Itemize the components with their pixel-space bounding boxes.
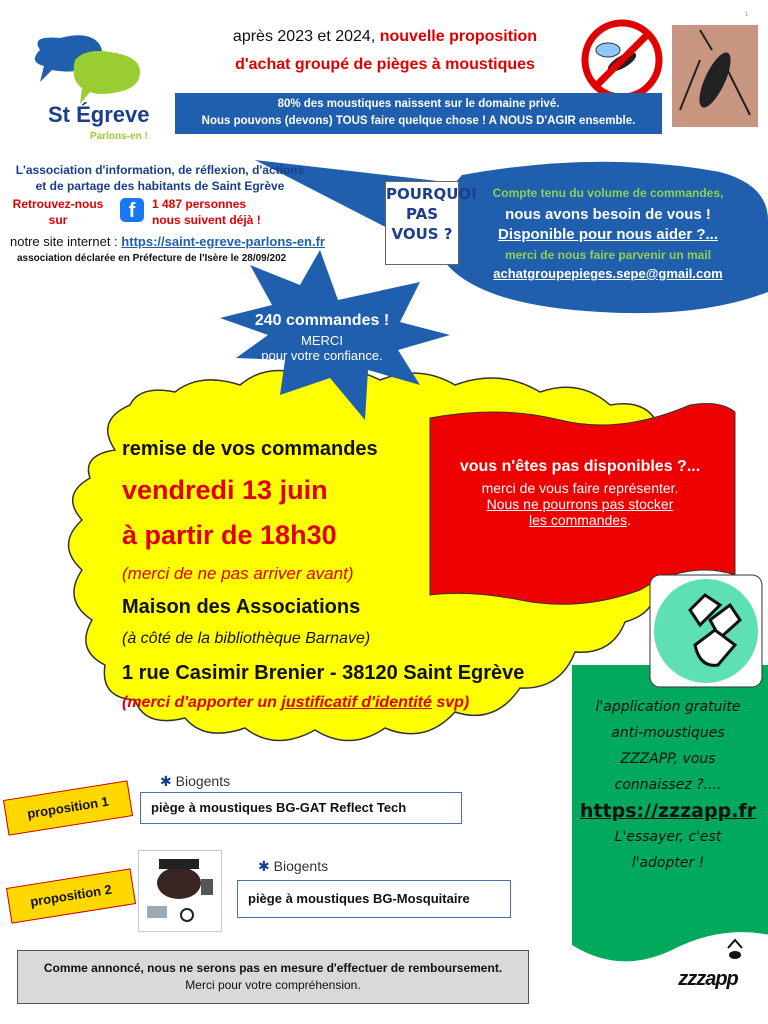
follow-label — [8, 196, 108, 228]
no-mosquito-sign — [585, 23, 659, 97]
cloud-line-4: (merci de ne pas arriver avant) — [122, 564, 354, 583]
zzzapp-line-4: connaissez ?.... — [614, 777, 722, 793]
cloud-id-prefix: (merci d'apporter un — [122, 694, 282, 711]
zzzapp-line-2: anti-moustiques — [611, 725, 725, 741]
zzzapp-mosquito-icon — [728, 940, 742, 959]
zzzapp-line-3: ZZZAPP, vous — [620, 751, 716, 767]
follow-label-1: Retrouvez-nous — [12, 197, 104, 211]
proposal-2-brand — [258, 858, 328, 875]
biogents-logo-icon: ✱ — [160, 773, 172, 789]
mosquito-photo — [672, 25, 758, 127]
followers-line-2: nous suivent déjà ! — [152, 213, 261, 227]
contact-email-link[interactable]: achatgroupepieges.sepe@gmail.com — [493, 266, 723, 281]
proposal-2-brand-text: Biogents — [273, 858, 329, 874]
website-label: notre site internet : — [10, 234, 118, 249]
cloud-id-note — [122, 694, 469, 712]
pourquoi-line-3: VOUS ? — [391, 225, 453, 243]
proposal-1-label: proposition 1 — [3, 780, 133, 835]
cloud-time: à partir de 18h30 — [122, 520, 337, 550]
association-line-2: et de partage des habitants de Saint Egrève — [35, 179, 285, 193]
oval-line-3-main: Disponible pour nous aider — [497, 226, 693, 243]
star-line-1: 240 commandes ! — [254, 312, 390, 329]
proposal-1-brand — [160, 773, 230, 790]
oval-line-3-suffix: ?... — [692, 226, 719, 243]
logo-name — [48, 102, 150, 128]
header-line-1-prefix: après 2023 et 2024, — [232, 28, 376, 45]
association-intro — [0, 162, 320, 194]
footer-line-1: Comme annoncé, nous ne serons pas en mesure d'effectuer de remboursement. — [43, 961, 503, 975]
proposal-2-label: proposition 2 — [6, 868, 136, 923]
red-banner-text — [432, 458, 728, 528]
oval-line-1: Compte tenu du volume de commandes, — [492, 186, 724, 200]
red-line-2: merci de vous faire représenter. — [481, 480, 679, 496]
star-line-2: MERCI — [301, 333, 343, 348]
follow-label-2: sur — [48, 213, 68, 227]
red-line-4-main: les commandes — [529, 512, 628, 528]
cloud-id-link: justificatif d'identité — [281, 694, 432, 711]
proposal-2-product: piège à moustiques BG-Mosquitaire — [237, 880, 511, 918]
red-line-4-suffix: . — [627, 512, 631, 528]
pourquoi-pas-vous-box — [385, 181, 477, 265]
website-row — [10, 234, 390, 249]
cloud-venue-note: (à côté de la bibliothèque Barnave) — [122, 630, 371, 647]
followers-line-1: 1 487 personnes — [152, 197, 247, 211]
cloud-date: vendredi 13 juin — [122, 475, 328, 505]
proposal-1-product: piège à moustiques BG-GAT Reflect Tech — [140, 792, 462, 824]
pourquoi-line-1: POURQUOI — [386, 185, 477, 203]
page-mark: 1 — [745, 12, 749, 18]
red-line-1: vous n'êtes pas disponibles ?... — [459, 458, 701, 475]
banner-line-2: Nous pouvons (devons) TOUS faire quelque chose ! A NOUS D'AGIR ensemble. — [201, 115, 636, 127]
oval-line-4: merci de nous faire parvenir un mail — [504, 248, 712, 262]
logo-name-text: St Égreve — [48, 102, 150, 127]
header-line-2: d'achat groupé de pièges à moustiques — [235, 56, 535, 73]
cloud-address: 1 rue Casimir Brenier - 38120 Saint Egrève — [122, 662, 525, 684]
website-link[interactable]: https://saint-egreve-parlons-en.fr — [121, 234, 325, 249]
pourquoi-line-2: PAS — [405, 205, 439, 223]
header-line-1 — [175, 28, 595, 46]
cloud-venue: Maison des Associations — [122, 596, 361, 618]
red-line-3: Nous ne pourrons pas stocker — [486, 496, 674, 512]
blue-banner — [175, 93, 662, 134]
facebook-icon[interactable]: f — [120, 198, 144, 222]
cloud-line-1: remise de vos commandes — [122, 438, 378, 460]
association-line-1: L'association d'information, de réflexion, d'actions — [15, 163, 305, 177]
declaration-text: association déclarée en Préfecture de l'Isère le 28/09/202 — [17, 253, 287, 264]
oval-line-2: nous avons besoin de vous ! — [505, 206, 711, 223]
zzzapp-line-6: l'adopter ! — [631, 855, 705, 871]
zzzapp-line-5: L'essayer, c'est — [614, 829, 722, 845]
followers-count — [152, 196, 292, 228]
footer-notice — [17, 950, 529, 1004]
star-text — [222, 312, 422, 363]
mosquitaire-product-image — [138, 850, 222, 932]
proposal-1-brand-text: Biogents — [175, 773, 231, 789]
zzzapp-logo: zzzapp — [678, 968, 738, 990]
logo-tagline: Parlons-en ! — [90, 131, 148, 142]
red-line-4 — [432, 512, 728, 528]
cloud-id-suffix: svp) — [431, 694, 470, 711]
banner-line-1: 80% des moustiques naissent sur le domaine privé. — [277, 98, 560, 110]
zzzapp-line-1: l'application gratuite — [595, 699, 741, 715]
star-line-3: pour votre confiance. — [261, 348, 383, 363]
zzzapp-round-logo — [650, 575, 762, 687]
oval-line-3 — [458, 226, 758, 243]
biogents-logo-icon: ✱ — [258, 858, 270, 874]
footer-line-2: Merci pour votre compréhension. — [185, 978, 361, 992]
header-line-1-highlight: nouvelle proposition — [379, 28, 538, 45]
oval-text — [458, 186, 758, 281]
zzzapp-banner-text — [573, 694, 763, 876]
logo-bubbles — [35, 35, 140, 104]
zzzapp-url-link[interactable]: https://zzzapp.fr — [579, 800, 757, 822]
